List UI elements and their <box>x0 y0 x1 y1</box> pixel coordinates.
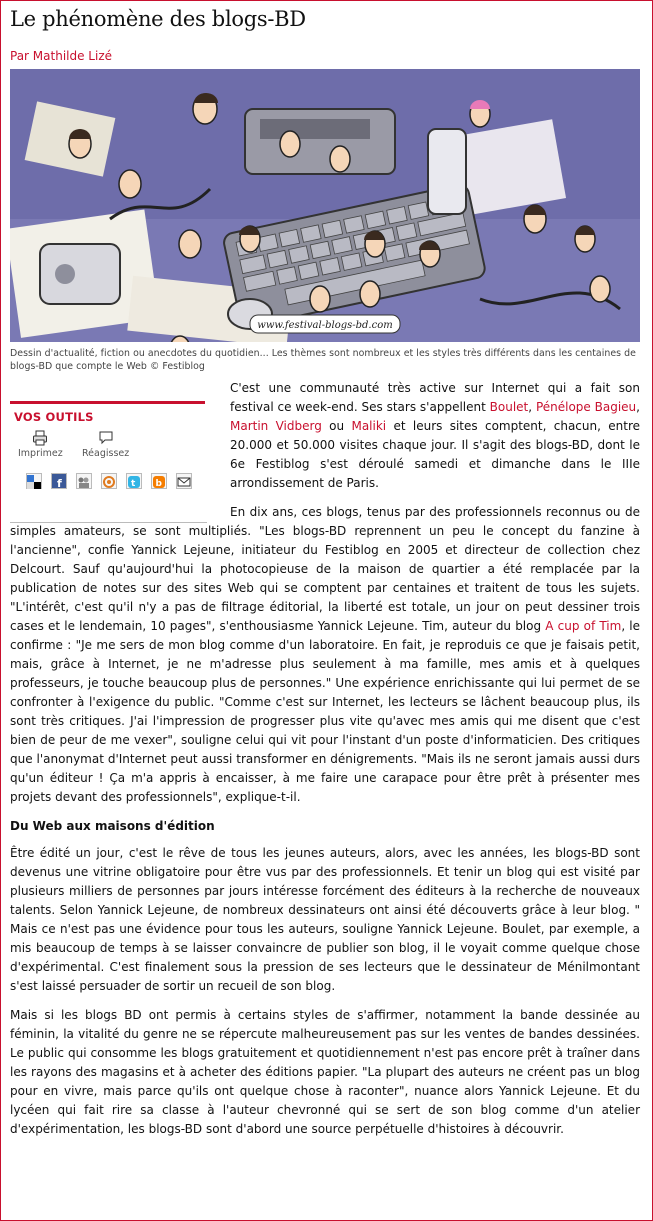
p2-text-a: En dix ans, ces blogs, tenus par des professionnels reconnus ou de simples amateurs, se sont multipliés. "Les blogs-BD reprennent un peu le concept du fanzine à l'ancienne", confie Yannick Lejeune, initiateur du Festiblog en 2005 et directeur de collection chez Delcourt. Sauf qu'aujourd'hui la photocopieuse de la maison de quartier a été remplacée par la publication de notes sur des sites Web qui se comptent par centaines et traitent de tous les sujets. "L'intérêt, c'est qu'il n'y a pas de filtrage éditorial, la liberté est totale, un jour on peut dessiner trois cases et le lendemain, 10 pages", s'enthousiasme Yannick Lejeune. Tim, auteur du blog <box>10 505 640 633</box>
article-illustration <box>10 69 640 342</box>
print-label: Imprimez <box>18 448 63 459</box>
intro-text-a: C'est une communauté très active sur Internet qui a fait son festival ce week-end. Ses stars s'appellent <box>230 381 640 414</box>
paragraph-3: Être édité un jour, c'est le rêve de tous les jeunes auteurs, alors, avec les années, les blogs-BD sont devenus une vitrine obligatoire pour être vus par des professionnels. Et tenir un blog qui est visité par plusieurs milliers de personnes par jours intéresse forcément des éditeurs à la recherche de nouveaux talents. Selon Yannick Lejeune, de nombreux dessinateurs ont ainsi été découverts grâce à leur blog. " Mais ce n'est pas une évidence pour tous les auteurs, souligne Yannick Lejeune. Boulet, par exemple, a mis beaucoup de temps à se laisser convaincre de publier son blog, il le voyait comme quelque chose d'expérimental. C'est finalement sous la pression de ses lecteurs que le dessinateur de Ménilmontant s'est laissé persuader de sortir un recueil de son blog. <box>10 846 640 993</box>
svg-text:b: b <box>155 479 162 489</box>
illustration-watermark: www.festival-blogs-bd.com <box>257 320 393 331</box>
paragraph-4: Mais si les blogs BD ont permis à certains styles de s'affirmer, notamment la bande dessinée au féminin, la vitalité du genre ne se répercute malheureusement pas sur les ventes de bandes dessinées. Le public qui consomme les blogs gratuitement et quotidiennement n'est pas encore prêt à traîner dans les rayons des magasins et à acheter des éditions papier. "La plupart des auteurs ne créent pas un blog pour en vivre, mais parce qu'ils ont quelque chose à raconter", nuance alors Yannick Lejeune. Et du lycéen qui fait rire sa classe à l'auteur chevronné qui se sert de son blog comme d'un atelier d'expérimentation, les blogs-BD sont d'abord une source perpétuelle d'histoires à découvrir. <box>10 1008 640 1136</box>
article-body <box>10 379 640 1149</box>
subheading: Du Web aux maisons d'édition <box>10 819 215 833</box>
link-a-cup-of-tim[interactable]: A cup of Tim <box>545 619 622 633</box>
tools-heading: VOS OUTILS <box>14 410 94 424</box>
react-label: Réagissez <box>82 448 130 459</box>
intro-sep-3: ou <box>321 419 352 433</box>
svg-text:f: f <box>57 477 62 489</box>
intro-text-b: et leurs sites comptent, chacun, entre 20.000 et 50.000 visites chaque jour. Il s'agit des blogs-BD, dont le 6e Festiblog s'est déroulé samedi et dimanche dans le IIIe arrondissement de Paris. <box>230 419 641 490</box>
link-penelope-bagieu[interactable]: Pénélope Bagieu <box>535 400 637 414</box>
byline[interactable]: Par Mathilde Lizé <box>10 49 112 63</box>
photo-caption: Dessin d'actualité, fiction ou anecdotes du quotidien... Les thèmes sont nombreux et les styles très différents dans les centaines de blogs-BD que compte le Web © Festiblog <box>10 348 636 372</box>
link-maliki[interactable]: Maliki <box>351 419 387 433</box>
paragraph-2 <box>10 503 640 807</box>
article-title: Le phénomène des blogs-BD <box>10 7 306 31</box>
illustration-drawing <box>10 69 640 342</box>
intro-sep-2: , <box>636 400 640 414</box>
intro-sep-1: , <box>528 400 536 414</box>
svg-text:t: t <box>131 479 136 489</box>
p2-text-b: , le confirme : "Je me sers de mon blog comme d'un laboratoire. En fait, je reproduis ce que je faisais petit, mais, grâce à Internet, je ne m'adresse plus seulement à ma famille, mes amis et à quelques professeurs, je touche beaucoup plus de personnes." Une expérience enrichissante qui lui permet de se confronter à l'exigence du public. "Comme c'est sur Internet, les lecteurs se lâchent beaucoup plus, ils sont très critiques. J'ai l'impression de progresser plus vite qu'avec mes amis qui me disent que c'est bien de peur de me vexer", souligne celui qui vit pour l'instant d'un poste d'informaticien. Des critiques que l'anonymat d'Internet peut aussi transformer en dénigrements. "Mais ils ne seront jamais aussi durs qu'un éditeur ! Ça m'a appris à encaisser, à me faire une carapace pour être prêt à présenter mes projets devant des professionnels", explique-t-il. <box>10 619 640 804</box>
link-boulet[interactable]: Boulet <box>489 400 529 414</box>
link-martin-vidberg[interactable]: Martin Vidberg <box>230 419 322 433</box>
paragraph-intro <box>230 379 640 493</box>
